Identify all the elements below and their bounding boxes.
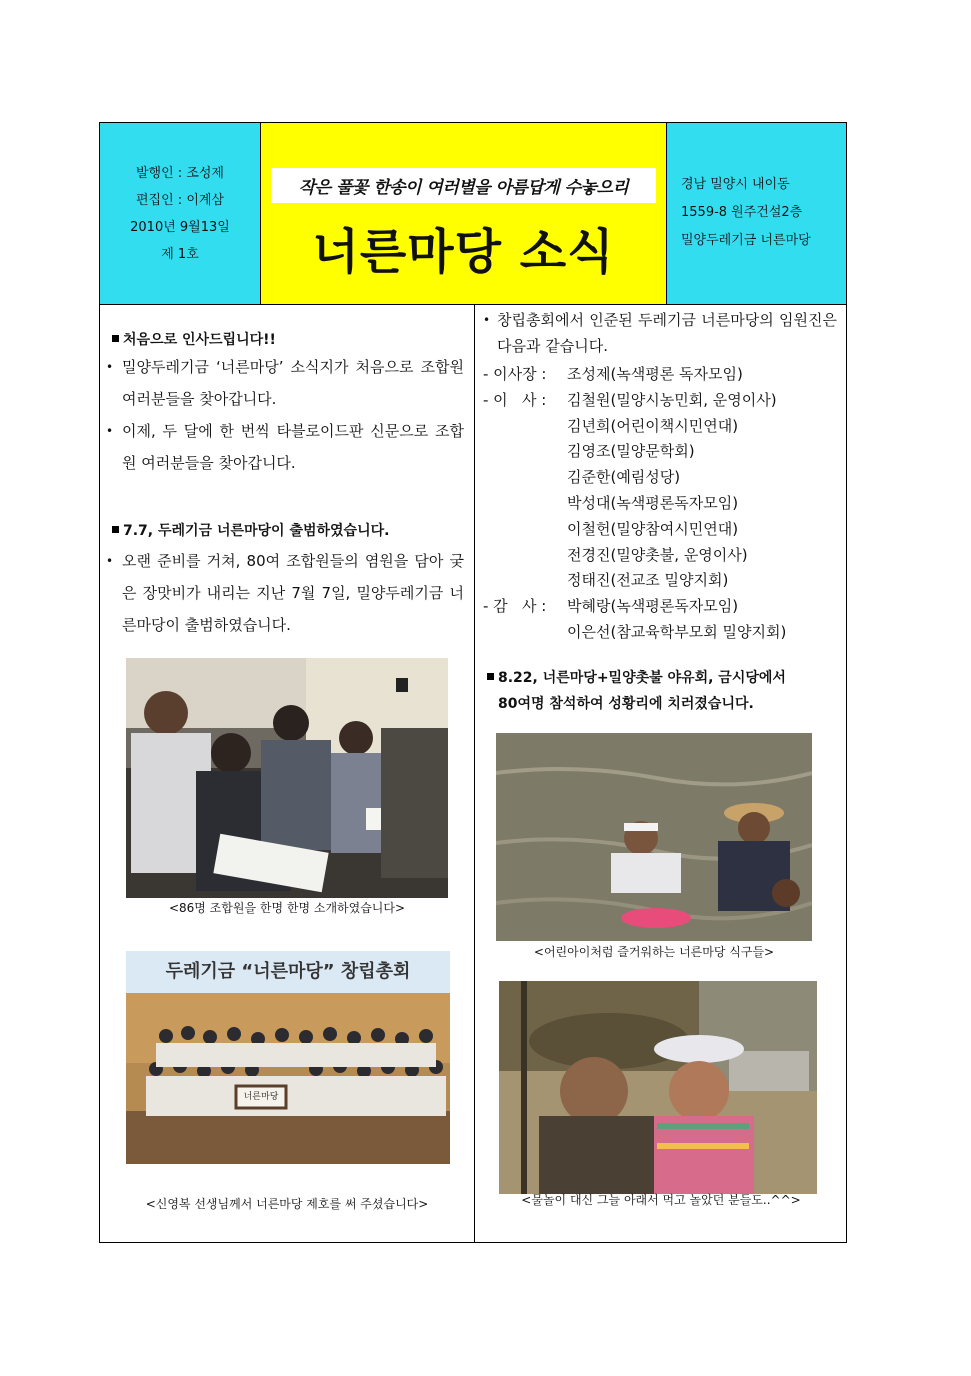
right-column <box>475 305 847 1242</box>
square-bullet-icon <box>487 673 494 680</box>
river-photo <box>496 733 812 941</box>
photo-caption: <86명 조합원을 한명 한명 소개하였습니다> <box>168 901 406 915</box>
publish-date: 2010년 9월13일 <box>130 219 230 235</box>
address-line: 1559-8 원주건설2층 <box>681 205 803 220</box>
officer-row <box>483 389 777 410</box>
banner-text: 두레기금 “너른마당” 창립총회 <box>165 961 411 982</box>
officer-name: 전경진(밀양촛불, 운영이사) <box>567 545 748 564</box>
bullet-icon: • <box>106 554 114 568</box>
officer-name: 정태진(전교조 밀양지회) <box>567 571 729 590</box>
bullet-icon: • <box>483 313 491 327</box>
section-heading: 8.22, 너른마당+밀양촛불 야유회, 금시당에서 <box>487 667 786 687</box>
issue-number: 제 1호 <box>161 246 199 262</box>
bullet-icon: • <box>106 424 114 438</box>
editor: 편집인 : 이계삼 <box>136 192 224 208</box>
officer-name: 김영조(밀양문학회) <box>567 442 695 461</box>
meeting-photo <box>126 658 448 898</box>
newsletter-title: 너른마당 소식 <box>312 224 615 280</box>
slogan: 작은 풀꽃 한송이 여러별을 아름답게 수놓으리 <box>271 168 656 203</box>
officer-name: 박성대(녹색평론독자모임) <box>567 494 739 512</box>
officer-row <box>483 544 748 565</box>
officer-row <box>483 621 786 642</box>
bullet-icon: • <box>106 360 114 374</box>
officer-name: 김철원(밀양시농민회, 운영이사) <box>567 390 777 409</box>
masthead <box>99 122 847 305</box>
publisher: 발행인 : 조성제 <box>136 165 224 181</box>
officer-role: - 이 사 : <box>483 390 547 409</box>
officer-name: 김준한(예림성당) <box>567 468 681 487</box>
officer-name: 김년희(어린이책시민연대) <box>567 416 739 435</box>
officer-row <box>483 415 738 436</box>
officer-name: 이철헌(밀양참여시민연대) <box>567 519 739 538</box>
officer-row <box>483 492 738 513</box>
section-heading: 7.7, 두레기금 너른마당이 출범하였습니다. <box>112 520 389 540</box>
sign-text: 너른마당 <box>243 1092 279 1102</box>
picnic-photo <box>499 981 817 1194</box>
square-bullet-icon <box>112 335 119 342</box>
officer-name: 이은선(참교육학부모회 밀양지회) <box>567 623 787 641</box>
officer-row <box>483 363 743 384</box>
publication-info <box>100 123 261 304</box>
paragraph: • 오랜 준비를 거쳐, 80여 조합원들의 염원을 담아 궂은 장맛비가 내리는 지난 7월 7일, 밀양두레기금 너른마당이 출범하였습니다. <box>122 545 464 641</box>
officer-row <box>483 518 738 539</box>
title-block <box>261 123 667 304</box>
square-bullet-icon <box>112 526 119 533</box>
officer-role: - 감 사 : <box>483 597 547 616</box>
paragraph: • 창립총회에서 인준된 두레기금 너른마당의 임원진은 다음과 같습니다. <box>497 307 837 359</box>
paragraph: • 밀양두레기금 ‘너른마당’ 소식지가 처음으로 조합원 여러분들을 찾아갑니다. <box>122 351 464 415</box>
officer-row <box>483 595 738 616</box>
group-photo <box>126 951 450 1164</box>
officer-row <box>483 569 728 590</box>
paragraph: • 이제, 두 달에 한 번씩 타블로이드판 신문으로 조합원 여러분들을 찾아갑니다. <box>122 415 464 479</box>
photo-caption: <물놀이 대신 그늘 아래서 먹고 놀았던 분들도..^^> <box>521 1193 801 1207</box>
officer-role: - 이사장 : <box>483 365 547 383</box>
address-block <box>667 123 846 304</box>
content-area <box>99 305 847 1243</box>
section-heading: 처음으로 인사드립니다!! <box>112 329 276 349</box>
officer-row <box>483 440 695 461</box>
address-line: 밀양두레기금 너른마당 <box>681 233 811 248</box>
address-line: 경남 밀양시 내이동 <box>681 177 790 192</box>
officer-row <box>483 466 680 487</box>
officer-name: 박혜랑(녹색평론독자모임) <box>567 597 739 616</box>
photo-caption: <어린아이처럼 즐거워하는 너른마당 식구들> <box>533 945 775 959</box>
officer-name: 조성제(녹색평론 독자모임) <box>567 365 743 383</box>
left-column <box>100 305 474 1242</box>
section-heading-continued: 80여명 참석하여 성황리에 치러졌습니다. <box>498 696 754 712</box>
photo-caption: <신영복 선생님께서 너른마당 제호를 써 주셨습니다> <box>145 1197 429 1211</box>
